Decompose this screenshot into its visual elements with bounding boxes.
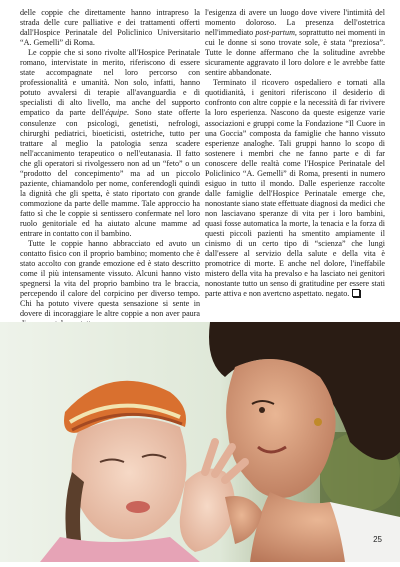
post-partum-term: post-partum [255, 28, 295, 38]
paragraph-text: . Sono state offerte consulenze con psicologi, genetisti, nefrologi, chirurghi pediatrici, bioeticisti, ostetriche, tutto per trattare al meglio la patologia senza scadere nell'accanimento terapeutico o nell'eutanasia. Il fatto che gli operatori si rivolgessero non ad un “feto” o un “prodotto del concepimento” ma ad un piccolo paziente, chiamandolo per nome, conferendogli quindi la dignità che gli spetta, è stato riportato con grande commozione da parte delle mamme. Tale approccio ha fatto sì che le coppie si sentissero confermate nel loro ruolo genitoriale ed ha aiutato alcune mamme ad entrare in contatto con il bambino. [20, 108, 200, 239]
paragraph-text: Le coppie che si sono rivolte all'Hospice Perinatale romano, intervistate in merito, riferiscono di essere state accompagnate nel loro percorso con professionalità e umanità. Non solo, infatti, hanno potuto avvalersi di terapie all'avanguardia e di specialisti di alto livello, ma anche del supporto empatico da parte dell' [20, 48, 200, 118]
article-photo [0, 322, 400, 562]
paragraph: delle coppie che direttamente hanno intrapreso la strada delle cure palliative e dei trattamenti offerti dall'Hospice Perinatale del Policlinico Universitario “A. Gemelli” di Roma. [20, 8, 200, 48]
end-of-article-mark [352, 289, 360, 297]
paragraph: Tutte le coppie hanno abbracciato ed avuto un contatto fisico con il proprio bambino; momento che è stato accolto con grande emozione ed è stato descritto come il più intensamente vissuto. Alcuni hanno visto spegnersi la vita del proprio bambino tra le braccia, percependo il calore del corpicino per diverso tempo. Chi ha potuto vivere questa sensazione si sente in dovere di incoraggiare le altre coppie a non aver paura [20, 239, 200, 319]
article-column-right [205, 8, 385, 320]
paragraph-text: l'esigenza di avere un luogo dove vivere l'intimità del momento doloroso. La presenza dell'ostetrica nell'immediato [205, 8, 385, 38]
paragraph [205, 78, 385, 299]
paragraph-text: , soprattutto nei momenti in cui le donne si sono trovate sole, è stata “preziosa”. Tutte le donne affermano che la solitudine avrebbe sicuramente aggravato il loro dolore e le avrebbe fatte sentire abbandonate. [205, 28, 386, 78]
article-column-left [20, 8, 200, 320]
photo-illustration [0, 322, 400, 562]
equipe-term: équipe [105, 108, 127, 118]
page-number: 25 [373, 535, 382, 544]
paragraph [205, 8, 385, 78]
paragraph-end-word: negato. [325, 289, 350, 299]
paragraph-text: Terminato il ricovero ospedaliero e tornati alla quotidianità, i genitori riferiscono il desiderio di confronto con altre coppie e la necessità di far rivivere la loro esperienza. Nascono da queste esigenze varie associazioni e gruppi come la Fondazione “Il Cuore in una Goccia” composta da famiglie che hanno vissuto esperienze analoghe. Tali gruppi hanno lo scopo di sostenere i membri che ne fanno parte e di far conoscere delle realtà come l'Hospice Perinatale del Policlinico “A. Gemelli” di Roma, presenti in numero esiguo in tutto il mondo. Dalle esperienze raccolte dalle famiglie dell'Hospice Perinatale emerge che, nonostante siano state effettuate diagnosi da medici che non lasciavano speranze di vita per i loro bambini, quasi fosse automatica la morte, la tenacia e la forza di questi piccoli pazienti ha smentito ampiamente il cinismo di un certo tipo di “scienza” che lungi dall'essere al servizio della salute e della vita è promotrice di morte. E anche nel dolore, l'ineffabile mistero della vita ha prevalso e ha lasciato nei genitori nonostante tutto un senso di gratitudine per essere stati parte attiva e non avertcno aspettato. [205, 78, 385, 299]
paragraph [20, 48, 200, 239]
